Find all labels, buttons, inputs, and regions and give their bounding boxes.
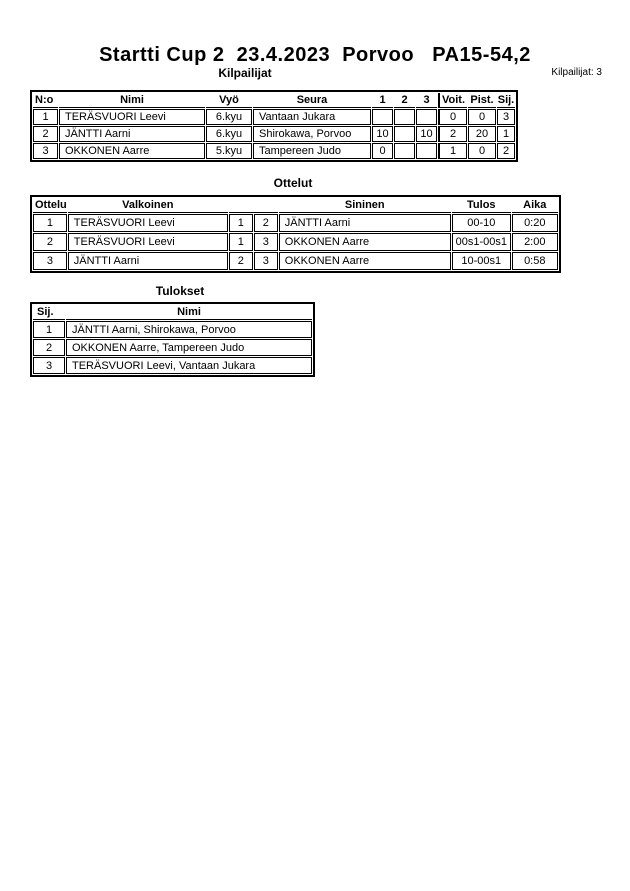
col-header-pist: Pist. (468, 93, 496, 108)
cell-white-no: 1 (229, 214, 253, 232)
col-header-round2: 2 (394, 93, 415, 108)
cell-match-no: 3 (33, 252, 67, 270)
tulokset-table (30, 302, 315, 377)
cell-round2 (394, 143, 415, 159)
cell-white-no: 2 (229, 252, 253, 270)
result-row (33, 339, 312, 356)
cell-round1: 10 (372, 126, 393, 142)
cell-white-name: TERÄSVUORI Leevi (68, 233, 228, 251)
cell-sij: 3 (497, 109, 515, 125)
section-title-tulokset: Tulokset (155, 284, 205, 298)
cell-aika: 2:00 (512, 233, 558, 251)
cell-seura: Vantaan Jukara (253, 109, 371, 125)
col-header-valkoinen: Valkoinen (68, 198, 228, 213)
cell-round3 (416, 143, 437, 159)
col-header-nimi: Nimi (66, 305, 312, 320)
cell-seura: Tampereen Judo (253, 143, 371, 159)
kilpailijat-header-row (33, 93, 515, 108)
page-title: Startti Cup 2 23.4.2023 Porvoo PA15-54,2 (99, 44, 531, 66)
col-header-no: N:o (33, 93, 58, 108)
cell-voit: 2 (438, 126, 467, 142)
cell-voit: 0 (438, 109, 467, 125)
col-header-voit: Voit. (438, 93, 467, 108)
cell-white-name: TERÄSVUORI Leevi (68, 214, 228, 232)
cell-blue-no: 2 (254, 214, 278, 232)
cell-blue-no: 3 (254, 233, 278, 251)
cell-round3 (416, 109, 437, 125)
competitor-count: Kilpailijat: 3 (551, 67, 602, 78)
cell-no: 2 (33, 126, 58, 142)
col-header-sij: Sij. (33, 305, 65, 320)
tulokset-header-row (33, 305, 312, 320)
competitor-row (33, 109, 515, 125)
ottelut-table (30, 195, 561, 273)
col-header-vyo: Vyö (206, 93, 252, 108)
cell-sij: 2 (497, 143, 515, 159)
competitor-row (33, 143, 515, 159)
match-row (33, 233, 558, 251)
cell-tulos: 00-10 (452, 214, 511, 232)
cell-blue-name: OKKONEN Aarre (279, 252, 451, 270)
competitor-row (33, 126, 515, 142)
cell-nimi: OKKONEN Aarre, Tampereen Judo (66, 339, 312, 356)
cell-no: 1 (33, 109, 58, 125)
cell-sij: 2 (33, 339, 65, 356)
cell-round2 (394, 126, 415, 142)
col-header-ottelu: Ottelu (35, 199, 67, 211)
cell-vyo: 6.kyu (206, 126, 252, 142)
cell-tulos: 00s1-00s1 (452, 233, 511, 251)
cell-blue-name: JÄNTTI Aarni (279, 214, 451, 232)
col-header-sij: Sij. (497, 94, 515, 106)
cell-vyo: 5.kyu (206, 143, 252, 159)
cell-pist: 0 (468, 109, 496, 125)
cell-blue-no: 3 (254, 252, 278, 270)
col-header-tulos: Tulos (452, 198, 511, 213)
cell-nimi: TERÄSVUORI Leevi, Vantaan Jukara (66, 357, 312, 374)
kilpailijat-table (30, 90, 518, 162)
col-header-numbers (229, 198, 278, 213)
cell-sij: 1 (33, 321, 65, 338)
cell-round1: 0 (372, 143, 393, 159)
cell-aika: 0:20 (512, 214, 558, 232)
col-header-sininen: Sininen (279, 198, 451, 213)
cell-nimi: JÄNTTI Aarni (59, 126, 205, 142)
cell-sij: 1 (497, 126, 515, 142)
cell-vyo: 6.kyu (206, 109, 252, 125)
cell-aika: 0:58 (512, 252, 558, 270)
cell-pist: 0 (468, 143, 496, 159)
match-row (33, 252, 558, 270)
cell-white-name: JÄNTTI Aarni (68, 252, 228, 270)
cell-white-no: 1 (229, 233, 253, 251)
col-header-seura: Seura (253, 93, 371, 108)
cell-match-no: 2 (33, 233, 67, 251)
cell-nimi: TERÄSVUORI Leevi (59, 109, 205, 125)
cell-no: 3 (33, 143, 58, 159)
section-title-ottelut: Ottelut (273, 176, 313, 190)
cell-tulos: 10-00s1 (452, 252, 511, 270)
ottelut-header-row (33, 198, 558, 213)
cell-round2 (394, 109, 415, 125)
cell-seura: Shirokawa, Porvoo (253, 126, 371, 142)
match-row (33, 214, 558, 232)
col-header-aika: Aika (512, 198, 558, 213)
cell-pist: 20 (468, 126, 496, 142)
section-title-kilpailijat: Kilpailijat (218, 66, 272, 80)
cell-voit: 1 (438, 143, 467, 159)
cell-blue-name: OKKONEN Aarre (279, 233, 451, 251)
col-header-round1: 1 (372, 93, 393, 108)
cell-match-no: 1 (33, 214, 67, 232)
result-row (33, 321, 312, 338)
cell-nimi: JÄNTTI Aarni, Shirokawa, Porvoo (66, 321, 312, 338)
cell-round3: 10 (416, 126, 437, 142)
col-header-nimi: Nimi (59, 93, 205, 108)
result-row (33, 357, 312, 374)
col-header-round3: 3 (416, 93, 437, 108)
cell-round1 (372, 109, 393, 125)
cell-sij: 3 (33, 357, 65, 374)
cell-nimi: OKKONEN Aarre (59, 143, 205, 159)
